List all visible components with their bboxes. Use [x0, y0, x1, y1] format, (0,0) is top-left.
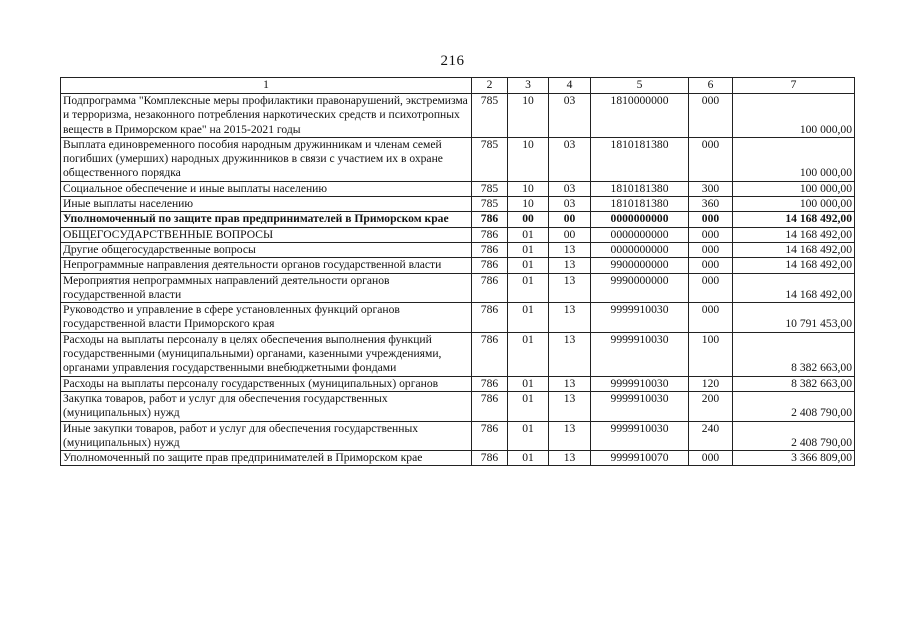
row-amount: 100 000,00 [733, 137, 855, 181]
row-code-ministry: 786 [472, 421, 508, 451]
row-code-ministry: 785 [472, 181, 508, 196]
row-code-section: 01 [508, 242, 549, 257]
table-row [61, 197, 855, 212]
row-code-subsection: 03 [549, 197, 591, 212]
row-name: Иные закупки товаров, работ и услуг для обеспечения государственных (муниципальных) нужд [61, 421, 472, 451]
row-code-ministry: 786 [472, 376, 508, 391]
row-name: ОБЩЕГОСУДАРСТВЕННЫЕ ВОПРОСЫ [61, 227, 472, 242]
row-name: Уполномоченный по защите прав предпринимателей в Приморском крае [61, 212, 472, 227]
row-code-expense-type: 000 [689, 303, 733, 333]
row-code-expense-type: 000 [689, 273, 733, 303]
row-code-expense-type: 000 [689, 451, 733, 466]
header-cell: 5 [591, 78, 689, 94]
table-header-row [61, 78, 855, 94]
row-code-section: 01 [508, 273, 549, 303]
row-code-ministry: 786 [472, 212, 508, 227]
table-row [61, 273, 855, 303]
header-cell: 3 [508, 78, 549, 94]
table-row [61, 94, 855, 138]
header-cell: 1 [61, 78, 472, 94]
row-code-ministry: 786 [472, 273, 508, 303]
row-code-expense-type: 100 [689, 332, 733, 376]
row-code-section: 01 [508, 376, 549, 391]
row-code-expense-type: 000 [689, 94, 733, 138]
row-code-ministry: 786 [472, 258, 508, 273]
row-amount: 14 168 492,00 [733, 273, 855, 303]
page-number: 216 [440, 53, 465, 69]
row-code-target: 0000000000 [591, 212, 689, 227]
row-code-subsection: 13 [549, 242, 591, 257]
row-name: Закупка товаров, работ и услуг для обеспечения государственных (муниципальных) нужд [61, 391, 472, 421]
row-code-subsection: 03 [549, 137, 591, 181]
row-name: Иные выплаты населению [61, 197, 472, 212]
row-code-subsection: 13 [549, 332, 591, 376]
table-row [61, 391, 855, 421]
row-code-section: 01 [508, 421, 549, 451]
row-name: Социальное обеспечение и иные выплаты населению [61, 181, 472, 196]
row-code-section: 01 [508, 391, 549, 421]
table-row [61, 451, 855, 466]
row-code-section: 01 [508, 303, 549, 333]
row-code-target: 9999910030 [591, 376, 689, 391]
table-row [61, 421, 855, 451]
header-cell: 2 [472, 78, 508, 94]
row-code-ministry: 785 [472, 137, 508, 181]
row-code-section: 10 [508, 94, 549, 138]
row-amount: 8 382 663,00 [733, 376, 855, 391]
row-code-section: 00 [508, 212, 549, 227]
row-code-expense-type: 000 [689, 258, 733, 273]
row-amount: 2 408 790,00 [733, 421, 855, 451]
row-code-target: 1810000000 [591, 94, 689, 138]
row-code-expense-type: 000 [689, 137, 733, 181]
row-name: Другие общегосударственные вопросы [61, 242, 472, 257]
row-code-section: 01 [508, 332, 549, 376]
row-code-section: 10 [508, 137, 549, 181]
row-code-subsection: 00 [549, 227, 591, 242]
row-amount: 2 408 790,00 [733, 391, 855, 421]
row-code-subsection: 13 [549, 303, 591, 333]
row-code-subsection: 13 [549, 258, 591, 273]
row-code-expense-type: 000 [689, 227, 733, 242]
table-row-bold [61, 212, 855, 227]
row-name: Подпрограмма "Комплексные меры профилактики правонарушений, экстремизма и терроризма, незаконного потребления наркотических средств и психотропных веществ в Приморском крае" на 2015-2021 годы [61, 94, 472, 138]
row-code-section: 01 [508, 227, 549, 242]
row-code-target: 9999910030 [591, 303, 689, 333]
row-code-section: 10 [508, 181, 549, 196]
table-row [61, 227, 855, 242]
row-code-subsection: 13 [549, 391, 591, 421]
row-code-ministry: 786 [472, 391, 508, 421]
row-code-target: 9999910030 [591, 421, 689, 451]
row-code-section: 10 [508, 197, 549, 212]
row-code-expense-type: 300 [689, 181, 733, 196]
row-code-ministry: 786 [472, 451, 508, 466]
row-name: Руководство и управление в сфере установленных функций органов государственной власти Приморского края [61, 303, 472, 333]
budget-table [60, 77, 855, 466]
table-row [61, 181, 855, 196]
row-code-target: 9999910070 [591, 451, 689, 466]
row-code-target: 1810181380 [591, 197, 689, 212]
row-code-subsection: 13 [549, 376, 591, 391]
row-code-subsection: 00 [549, 212, 591, 227]
row-name: Выплата единовременного пособия народным дружинникам и членам семей погибших (умерших) народных дружинников в связи с участием их в охране общественного порядка [61, 137, 472, 181]
row-code-ministry: 786 [472, 227, 508, 242]
table-row [61, 376, 855, 391]
row-code-expense-type: 240 [689, 421, 733, 451]
row-code-expense-type: 360 [689, 197, 733, 212]
row-amount: 14 168 492,00 [733, 258, 855, 273]
header-cell: 6 [689, 78, 733, 94]
row-amount: 8 382 663,00 [733, 332, 855, 376]
header-cell: 4 [549, 78, 591, 94]
row-code-target: 1810181380 [591, 181, 689, 196]
row-code-target: 1810181380 [591, 137, 689, 181]
row-name: Расходы на выплаты персоналу государственных (муниципальных) органов [61, 376, 472, 391]
row-name: Мероприятия непрограммных направлений деятельности органов государственной власти [61, 273, 472, 303]
row-code-expense-type: 200 [689, 391, 733, 421]
row-amount: 100 000,00 [733, 181, 855, 196]
row-code-target: 9990000000 [591, 273, 689, 303]
row-code-ministry: 786 [472, 242, 508, 257]
row-code-expense-type: 000 [689, 212, 733, 227]
table-row [61, 242, 855, 257]
row-code-ministry: 786 [472, 332, 508, 376]
row-code-ministry: 785 [472, 197, 508, 212]
row-code-expense-type: 120 [689, 376, 733, 391]
row-code-subsection: 13 [549, 273, 591, 303]
row-code-target: 9999910030 [591, 391, 689, 421]
row-code-target: 9900000000 [591, 258, 689, 273]
row-amount: 14 168 492,00 [733, 242, 855, 257]
table-row [61, 303, 855, 333]
row-code-subsection: 13 [549, 421, 591, 451]
table-row [61, 258, 855, 273]
row-amount: 14 168 492,00 [733, 227, 855, 242]
row-code-expense-type: 000 [689, 242, 733, 257]
row-code-subsection: 13 [549, 451, 591, 466]
row-code-ministry: 785 [472, 94, 508, 138]
table-row [61, 332, 855, 376]
row-code-target: 0000000000 [591, 227, 689, 242]
row-name: Уполномоченный по защите прав предпринимателей в Приморском крае [61, 451, 472, 466]
row-code-ministry: 786 [472, 303, 508, 333]
row-name: Расходы на выплаты персоналу в целях обеспечения выполнения функций государственными (муниципальными) органами, казенными учреждениями, органами управления государственными внебюджетными фондами [61, 332, 472, 376]
row-code-target: 0000000000 [591, 242, 689, 257]
row-amount: 3 366 809,00 [733, 451, 855, 466]
row-code-section: 01 [508, 258, 549, 273]
row-amount: 100 000,00 [733, 197, 855, 212]
row-code-target: 9999910030 [591, 332, 689, 376]
row-amount: 14 168 492,00 [733, 212, 855, 227]
row-code-subsection: 03 [549, 94, 591, 138]
row-amount: 10 791 453,00 [733, 303, 855, 333]
row-name: Непрограммные направления деятельности органов государственной власти [61, 258, 472, 273]
row-code-subsection: 03 [549, 181, 591, 196]
row-amount: 100 000,00 [733, 94, 855, 138]
table-row [61, 137, 855, 181]
row-code-section: 01 [508, 451, 549, 466]
header-cell: 7 [733, 78, 855, 94]
